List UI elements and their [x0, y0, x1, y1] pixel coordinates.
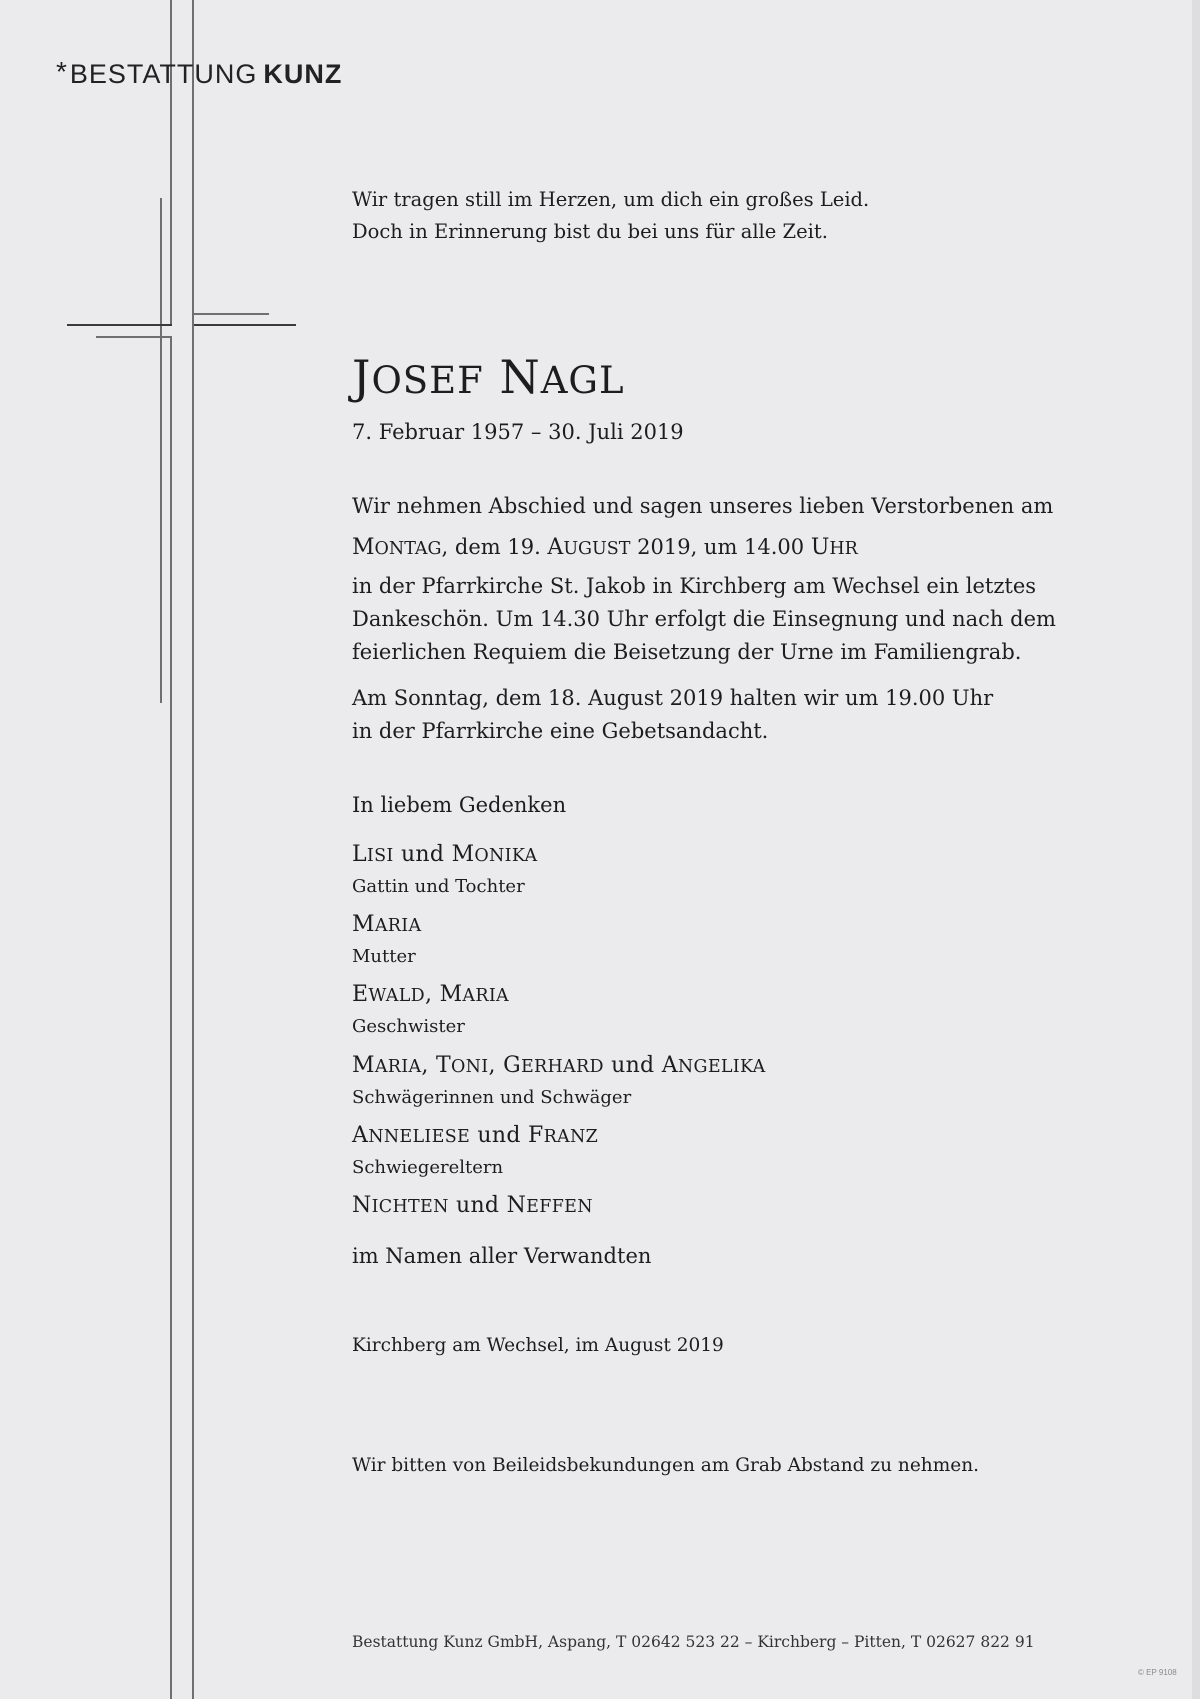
memory-heading: In liebem Gedenken [352, 793, 567, 817]
cross-line [96, 336, 172, 338]
cross-line [67, 324, 172, 326]
mourner-role: Schwägerinnen und Schwäger [352, 1087, 632, 1108]
mourner-name: EWALD, MARIA [352, 982, 509, 1007]
cross-line [192, 324, 194, 1699]
verse-line: Doch in Erinnerung bist du bei uns für alle Zeit. [352, 220, 828, 243]
cross-line [192, 198, 194, 320]
mourner-role: Geschwister [352, 1016, 465, 1037]
logo-star: * [56, 56, 68, 87]
mourner-name: MARIA [352, 912, 422, 937]
mourner-role: Mutter [352, 946, 416, 967]
mourner-role: Schwiegereltern [352, 1157, 504, 1178]
cross-line [192, 324, 296, 326]
print-code: © EP 9108 [1138, 1668, 1177, 1677]
life-dates: 7. Februar 1957 – 30. Juli 2019 [352, 420, 684, 444]
cross-line [170, 336, 172, 1699]
place-date: Kirchberg am Wechsel, im August 2019 [352, 1335, 724, 1356]
service-date: MONTAG, dem 19. AUGUST 2019, um 14.00 UHR [352, 535, 858, 560]
logo-prefix: BESTATTUNG [69, 59, 258, 89]
relatives-line: im Namen aller Verwandten [352, 1244, 652, 1268]
mourner-name: MARIA, TONI, GERHARD und ANGELIKA [352, 1053, 766, 1078]
vigil-line: Am Sonntag, dem 18. August 2019 halten wir um 19.00 Uhr [352, 686, 994, 710]
mourner-name: LISI und MONIKA [352, 842, 538, 867]
vigil-line: in der Pfarrkirche eine Gebetsandacht. [352, 719, 769, 743]
announcement-line: Dankeschön. Um 14.30 Uhr erfolgt die Einsegnung und nach dem [352, 607, 1056, 631]
deceased-name: JOSEF NAGL [352, 350, 625, 404]
announcement-line: in der Pfarrkirche St. Jakob in Kirchberg am Wechsel ein letztes [352, 574, 1037, 598]
condolence-request: Wir bitten von Beileidsbekundungen am Grab Abstand zu nehmen. [352, 1455, 979, 1476]
mourner-role: Gattin und Tochter [352, 876, 525, 897]
mourner-name: NICHTEN und NEFFEN [352, 1193, 593, 1218]
verse-line: Wir tragen still im Herzen, um dich ein großes Leid. [352, 188, 870, 211]
cross-line [170, 0, 172, 325]
cross-line [192, 313, 269, 315]
announcement-line: feierlichen Requiem die Beisetzung der Urne im Familiengrab. [352, 640, 1022, 664]
mourner-name: ANNELIESE und FRANZ [352, 1123, 599, 1148]
cross-line [160, 198, 162, 703]
footer-contact: Bestattung Kunz GmbH, Aspang, T 02642 523 22 – Kirchberg – Pitten, T 02627 822 91 [352, 1633, 1035, 1651]
sheet-edge [1192, 0, 1200, 1699]
announcement-intro: Wir nehmen Abschied und sagen unseres lieben Verstorbenen am [352, 494, 1054, 518]
logo-name: KUNZ [263, 59, 343, 89]
brand-logo [56, 58, 342, 90]
